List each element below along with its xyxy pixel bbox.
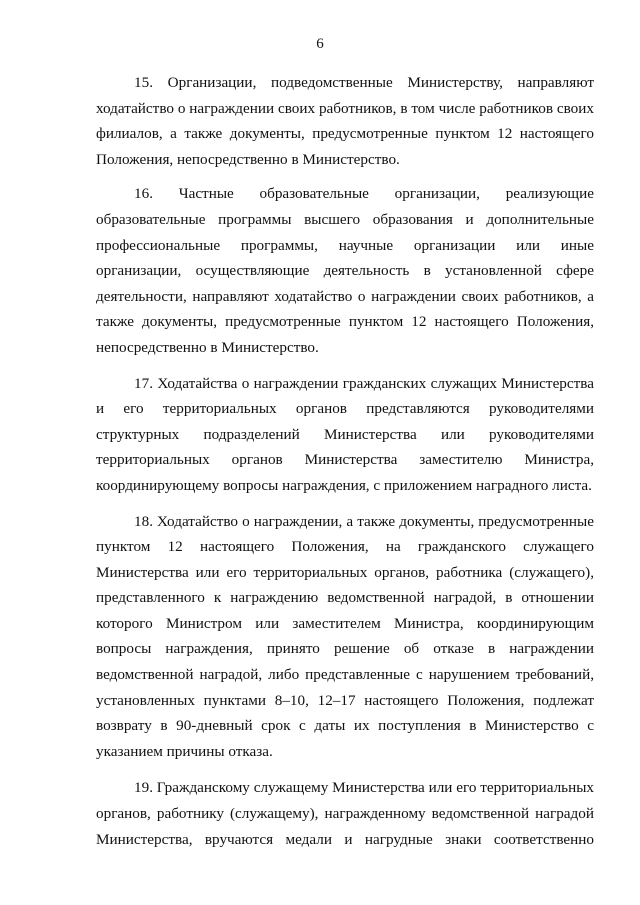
paragraph-18: 18. Ходатайство о награждении, а также документы, предусмотренные пунктом 12 настоящего Положения, на гражданского служащего Министерства или его территориальных органов, работника (служащего), представленного к награждению ведомственной наградой, в отношении которого Министром или заместителем Министра, координирующим вопросы награждения, принято решение об отказе в награждении ведомственной наградой, либо представленные с нарушением требований, установленных пунктами 8–10, 12–17 настоящего Положения, подлежат возврату в 90-дневный срок с даты их поступления в Министерство с указанием причины отказа. <box>96 512 594 760</box>
document-body <box>96 70 594 861</box>
paragraph-16: 16. Частные образовательные организации, реализующие образовательные программы высшего образования и дополнительные профессиональные программы, научные организации или иные организации, осуществляющие деятельность в установленной сфере деятельности, направляют ходатайство о награждении своих работников, а также документы, предусмотренные пунктом 12 настоящего Положения, непосредственно в Министерство. <box>96 185 594 356</box>
paragraph-15: 15. Организации, подведомственные Министерству, направляют ходатайство о награждении своих работников, в том числе работников своих филиалов, а также документы, предусмотренные пунктом 12 настоящего Положения, непосредственно в Министерство. <box>96 74 594 168</box>
page-number: 6 <box>316 36 324 52</box>
paragraph-17: 17. Ходатайства о награждении гражданских служащих Министерства и его территориальных органов представляются руководителями структурных подразделений Министерства или руководителями территориальных органов Министерства заместителю Министра, координирующему вопросы награждения, с приложением наградного листа. <box>96 374 594 494</box>
paragraph-19: 19. Гражданскому служащему Министерства или его территориальных органов, работнику (служащему), награжденному ведомственной наградой Министерства, вручаются медали и нагрудные знаки соответственно <box>96 779 594 848</box>
